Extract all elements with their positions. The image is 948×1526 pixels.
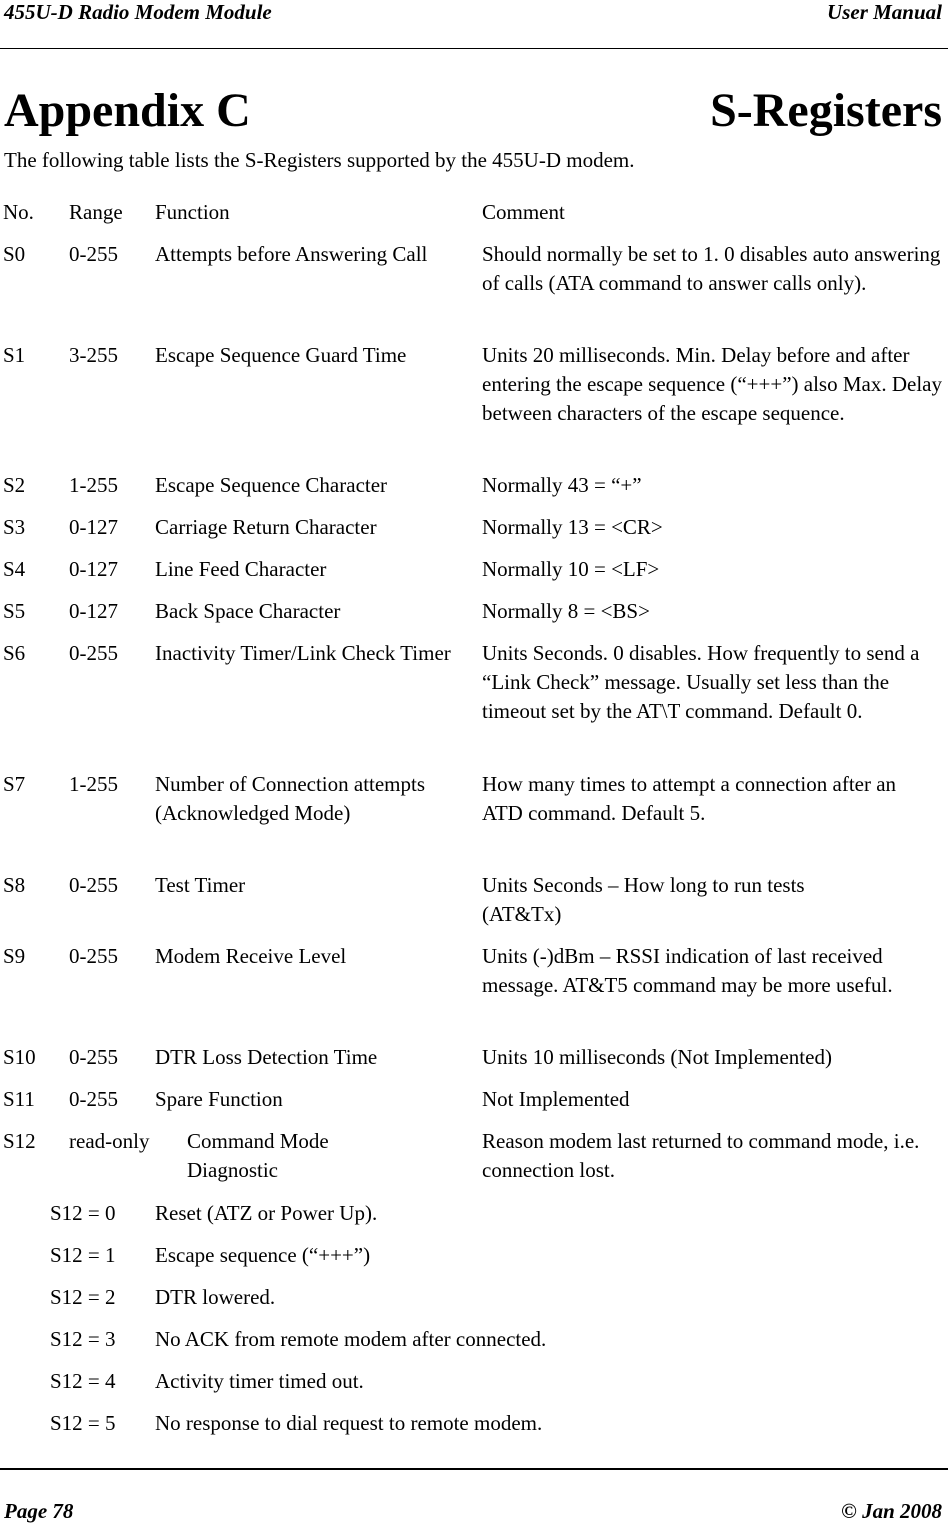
row-comment: Units Seconds. 0 disables. How frequently to send a “Link Check” message. Usually set less than the timeout set by the AT\T command. Default 0. — [482, 641, 920, 723]
s12-value: S12 = 3 — [50, 1327, 116, 1351]
section-title: S-Registers — [710, 84, 942, 137]
row-range: read-only — [69, 1129, 150, 1153]
header-title: 455U-D Radio Modem Module — [4, 0, 272, 24]
col-header-comment: Comment — [482, 200, 565, 224]
s12-description: No ACK from remote modem after connected. — [155, 1327, 547, 1351]
row-function: Spare Function — [155, 1087, 283, 1111]
s12-value: S12 = 5 — [50, 1411, 116, 1435]
row-no: S9 — [3, 944, 26, 968]
row-range: 0-127 — [69, 557, 118, 581]
appendix-title: Appendix C — [4, 84, 251, 137]
row-function: Carriage Return Character — [155, 515, 377, 539]
row-function: Inactivity Timer/Link Check Timer — [155, 641, 451, 665]
row-range: 3-255 — [69, 343, 118, 367]
footer-rule — [0, 1468, 948, 1470]
s12-value: S12 = 4 — [50, 1369, 116, 1393]
row-comment: Units Seconds – How long to run tests (AT&Tx) — [482, 873, 805, 926]
col-header-function: Function — [155, 200, 230, 224]
row-range: 0-255 — [69, 1087, 118, 1111]
s12-value: S12 = 0 — [50, 1201, 116, 1225]
row-function: DTR Loss Detection Time — [155, 1045, 378, 1069]
s12-description: No response to dial request to remote modem. — [155, 1411, 543, 1435]
row-range: 0-255 — [69, 242, 118, 266]
row-function: Escape Sequence Guard Time — [155, 343, 407, 367]
s12-description: Escape sequence (“+++”) — [155, 1243, 371, 1267]
row-comment: Reason modem last returned to command mode, i.e. connection lost. — [482, 1129, 920, 1182]
col-header-no: No. — [3, 200, 34, 224]
intro-paragraph: The following table lists the S-Registers supported by the 455U-D modem. — [4, 148, 635, 172]
row-function: Command Mode Diagnostic — [187, 1129, 329, 1182]
copyright-date: © Jan 2008 — [841, 1499, 942, 1523]
row-no: S7 — [3, 772, 26, 796]
row-no: S5 — [3, 599, 26, 623]
row-range: 0-127 — [69, 515, 118, 539]
row-range: 1-255 — [69, 772, 118, 796]
row-comment: Not Implemented — [482, 1087, 630, 1111]
row-range: 0-255 — [69, 1045, 118, 1069]
row-range: 0-255 — [69, 641, 118, 665]
row-comment: Normally 43 = “+” — [482, 473, 642, 497]
s12-value: S12 = 2 — [50, 1285, 116, 1309]
s12-value: S12 = 1 — [50, 1243, 116, 1267]
row-range: 0-255 — [69, 873, 118, 897]
row-function: Line Feed Character — [155, 557, 327, 581]
row-no: S4 — [3, 557, 26, 581]
row-no: S2 — [3, 473, 26, 497]
row-comment: Normally 8 = <BS> — [482, 599, 650, 623]
row-comment: Should normally be set to 1. 0 disables auto answering of calls (ATA command to answer calls only). — [482, 242, 941, 295]
row-comment: Units (-)dBm – RSSI indication of last received message. AT&T5 command may be more useful. — [482, 944, 893, 997]
s12-description: Reset (ATZ or Power Up). — [155, 1201, 378, 1225]
header-manual-label: User Manual — [827, 0, 942, 24]
row-comment: Normally 13 = <CR> — [482, 515, 663, 539]
row-no: S10 — [3, 1045, 36, 1069]
row-range: 0-255 — [69, 944, 118, 968]
row-function: Test Timer — [155, 873, 246, 897]
s12-description: DTR lowered. — [155, 1285, 276, 1309]
row-no: S1 — [3, 343, 26, 367]
row-comment: How many times to attempt a connection after an ATD command. Default 5. — [482, 772, 897, 825]
row-range: 0-127 — [69, 599, 118, 623]
row-no: S12 — [3, 1129, 36, 1153]
row-range: 1-255 — [69, 473, 118, 497]
page-number: Page 78 — [4, 1499, 74, 1523]
header-rule — [0, 48, 948, 49]
row-comment: Units 20 milliseconds. Min. Delay before and after entering the escape sequence (“+++”) also Max. Delay between characters of the escape sequence. — [482, 343, 942, 425]
row-no: S3 — [3, 515, 26, 539]
s12-description: Activity timer timed out. — [155, 1369, 364, 1393]
col-header-range: Range — [69, 200, 123, 224]
row-comment: Normally 10 = <LF> — [482, 557, 660, 581]
row-no: S6 — [3, 641, 26, 665]
row-no: S8 — [3, 873, 26, 897]
row-comment: Units 10 milliseconds (Not Implemented) — [482, 1045, 832, 1069]
row-function: Number of Connection attempts (Acknowledged Mode) — [155, 772, 426, 825]
row-function: Modem Receive Level — [155, 944, 347, 968]
row-function: Back Space Character — [155, 599, 341, 623]
row-no: S0 — [3, 242, 26, 266]
row-function: Escape Sequence Character — [155, 473, 388, 497]
row-function: Attempts before Answering Call — [155, 242, 428, 266]
row-no: S11 — [3, 1087, 35, 1111]
